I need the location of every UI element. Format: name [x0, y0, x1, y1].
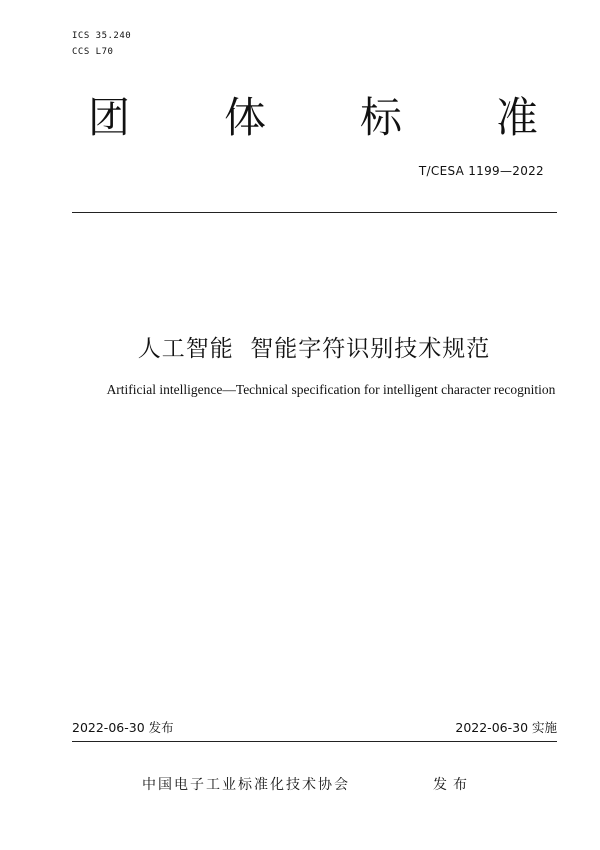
issuer-name: 中国电子工业标准化技术协会	[142, 777, 350, 793]
ccs-code: CCS L70	[72, 47, 114, 57]
implementation-date: 2022-06-30 实施	[455, 720, 557, 735]
standard-type-char: 团	[88, 93, 131, 142]
standard-type-char: 体	[223, 93, 266, 142]
standard-type-char: 准	[495, 93, 538, 142]
publication-date: 2022-06-30 发布	[72, 720, 174, 735]
standard-type-char: 标	[359, 93, 402, 142]
title-chinese: 人工智能 智能字符识别技术规范	[137, 336, 491, 362]
bottom-divider	[72, 741, 557, 742]
standard-number: T/CESA 1199—2022	[418, 164, 544, 178]
issuer-action: 发布	[433, 777, 473, 793]
ics-code: ICS 35.240	[72, 31, 132, 41]
title-english: Artificial intelligence—Technical specification for intelligent character recognition	[106, 382, 556, 397]
top-divider	[72, 212, 557, 213]
standard-type-heading	[88, 92, 538, 144]
